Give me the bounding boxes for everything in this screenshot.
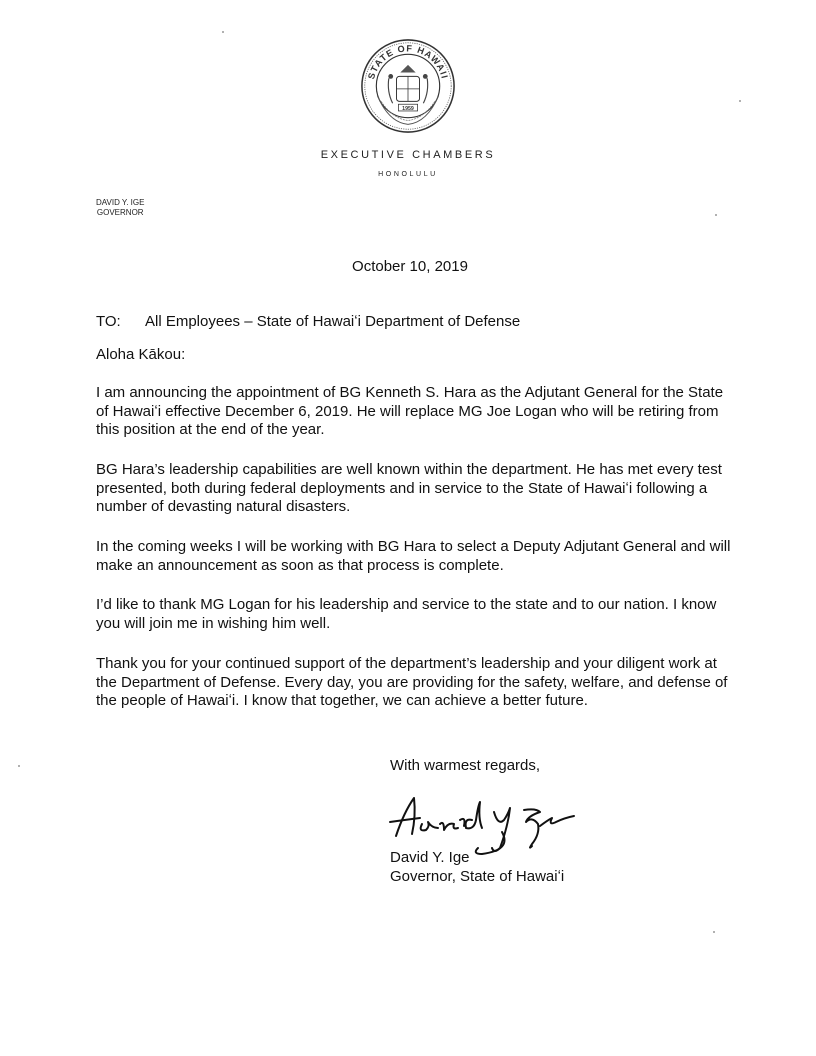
recipient-label: TO: (96, 313, 121, 330)
scan-speck (18, 765, 20, 767)
governor-title: GOVERNOR (96, 208, 144, 217)
salutation: Aloha Kākou: (96, 346, 186, 363)
recipient-value: All Employees – State of Hawaiʻi Department of Defense (145, 313, 521, 330)
scan-speck (222, 31, 224, 33)
signer-name: David Y. Ige (390, 849, 470, 866)
letter-date: October 10, 2019 (352, 258, 468, 275)
governor-name: DAVID Y. IGE (96, 198, 145, 207)
body-paragraph: BG Hara’s leadership capabilities are well known within the department. He has met every test presented, both during federal deployments and in service to the State of Hawaiʻi following a number of devasting natural disasters. (96, 461, 722, 515)
body-paragraph: I’d like to thank MG Logan for his leadership and service to the state and to our nation. I know you will join me in wishing him well. (96, 596, 717, 632)
letterhead-city: HONOLULU (378, 171, 438, 178)
seal-ring-text: STATE OF HAWAII (366, 43, 450, 81)
governor-block (96, 198, 144, 218)
body-paragraph: Thank you for your continued support of the department’s leadership and your diligent work at the Department of Defense. Every day, you are providing for the safety, welfare, and defense of the people of Hawaiʻi. I know that together, we can achieve a better future. (96, 655, 728, 709)
letterhead-office: EXECUTIVE CHAMBERS (320, 149, 496, 161)
signer-title: Governor, State of Hawaiʻi (390, 868, 565, 885)
closing: With warmest regards, (390, 757, 541, 774)
state-seal (360, 38, 456, 134)
recipient-line (96, 313, 520, 330)
scan-speck (713, 931, 715, 933)
body-paragraph: In the coming weeks I will be working with BG Hara to select a Deputy Adjutant General and will make an announcement as soon as that process is complete. (96, 538, 731, 574)
scan-speck (739, 100, 741, 102)
body-paragraph: I am announcing the appointment of BG Kenneth S. Hara as the Adjutant General for the State of Hawaiʻi effective December 6, 2019. He will replace MG Joe Logan who will be retiring from this position at the end of the year. (96, 384, 724, 438)
seal-year: 1959 (402, 106, 414, 112)
scan-speck (715, 214, 717, 216)
